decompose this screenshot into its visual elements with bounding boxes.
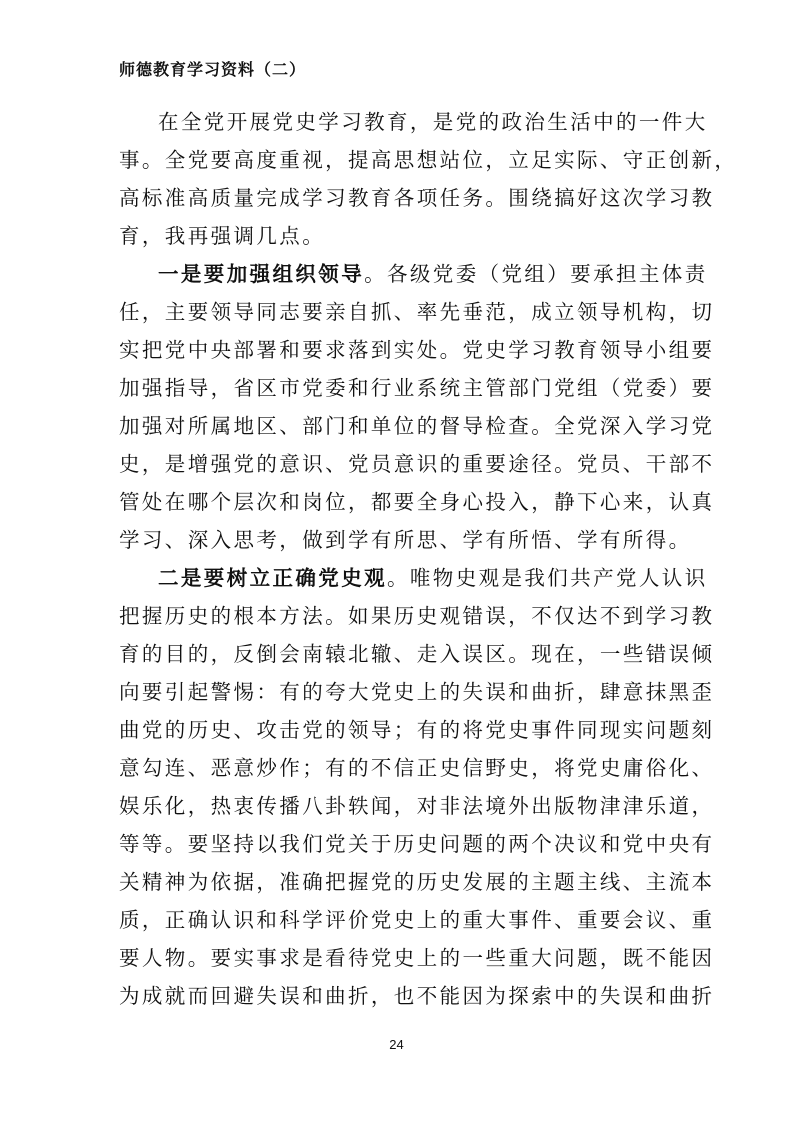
paragraph-1-line-3: 高标准高质量完成学习教育各项任务。围绕搞好这次学习教 — [119, 186, 715, 210]
paragraph-2-line-5: 加强对所属地区、部门和单位的督导检查。全党深入学习党 — [119, 414, 715, 438]
paragraph-3-line-9: 关精神为依据，准确把握党的历史发展的主题主线、主流本 — [119, 870, 715, 894]
page-number: 24 — [389, 1037, 404, 1052]
paragraph-3-line-10: 质，正确认识和科学评价党史上的重大事件、重要会议、重 — [119, 908, 715, 932]
paragraph-2-line-3: 实把党中央部署和要求落到实处。党史学习教育领导小组要 — [119, 338, 715, 362]
paragraph-2-line-2: 任，主要领导同志要亲自抓、率先垂范，成立领导机构，切 — [119, 300, 715, 324]
paragraph-3-line-8: 等等。要坚持以我们党关于历史问题的两个决议和党中央有 — [119, 832, 715, 856]
paragraph-3-line-1-text: 。唯物史观是我们共产党人认识 — [387, 566, 708, 590]
paragraph-3-line-2: 把握历史的根本方法。如果历史观错误，不仅达不到学习教 — [119, 604, 715, 628]
paragraph-3-line-6: 意勾连、恶意炒作；有的不信正史信野史，将党史庸俗化、 — [119, 756, 715, 780]
paragraph-1-line-4: 育，我再强调几点。 — [119, 224, 326, 248]
paragraph-3-line-4: 向要引起警惕：有的夸大党史上的失误和曲折，肆意抹黑歪 — [119, 680, 715, 704]
paragraph-2-line-6: 史，是增强党的意识、党员意识的重要途径。党员、干部不 — [119, 452, 715, 476]
paragraph-1-line-2: 事。全党要高度重视，提高思想站位，立足实际、守正创新， — [119, 148, 738, 172]
section-heading-organization: 一是要加强组织领导 — [158, 262, 365, 286]
paragraph-2-line-7: 管处在哪个层次和岗位，都要全身心投入，静下心来，认真 — [119, 490, 715, 514]
paragraph-2-line-1 — [158, 261, 708, 287]
paragraph-3-line-12: 为成就而回避失误和曲折，也不能因为探索中的失误和曲折 — [119, 984, 715, 1008]
paragraph-3-line-3: 育的目的，反倒会南辕北辙、走入误区。现在，一些错误倾 — [119, 642, 715, 666]
paragraph-3-line-7: 娱乐化，热衷传播八卦轶闻，对非法境外出版物津津乐道， — [119, 794, 715, 818]
section-heading-history-view: 二是要树立正确党史观 — [158, 566, 387, 590]
paragraph-2-line-4: 加强指导，省区市党委和行业系统主管部门党组（党委）要 — [119, 376, 715, 400]
paragraph-3-line-5: 曲党的历史、攻击党的领导；有的将党史事件同现实问题刻 — [119, 718, 715, 742]
paragraph-3-line-11: 要人物。要实事求是看待党史上的一些重大问题，既不能因 — [119, 946, 715, 970]
paragraph-1-line-1: 在全党开展党史学习教育，是党的政治生活中的一件大 — [158, 110, 708, 134]
paragraph-2-line-8: 学习、深入思考，做到学有所思、学有所悟、学有所得。 — [119, 528, 692, 552]
document-header: 师德教育学习资料（二） — [119, 60, 307, 79]
paragraph-2-line-1-text: 。各级党委（党组）要承担主体责 — [364, 262, 708, 286]
paragraph-3-line-1 — [158, 565, 708, 591]
